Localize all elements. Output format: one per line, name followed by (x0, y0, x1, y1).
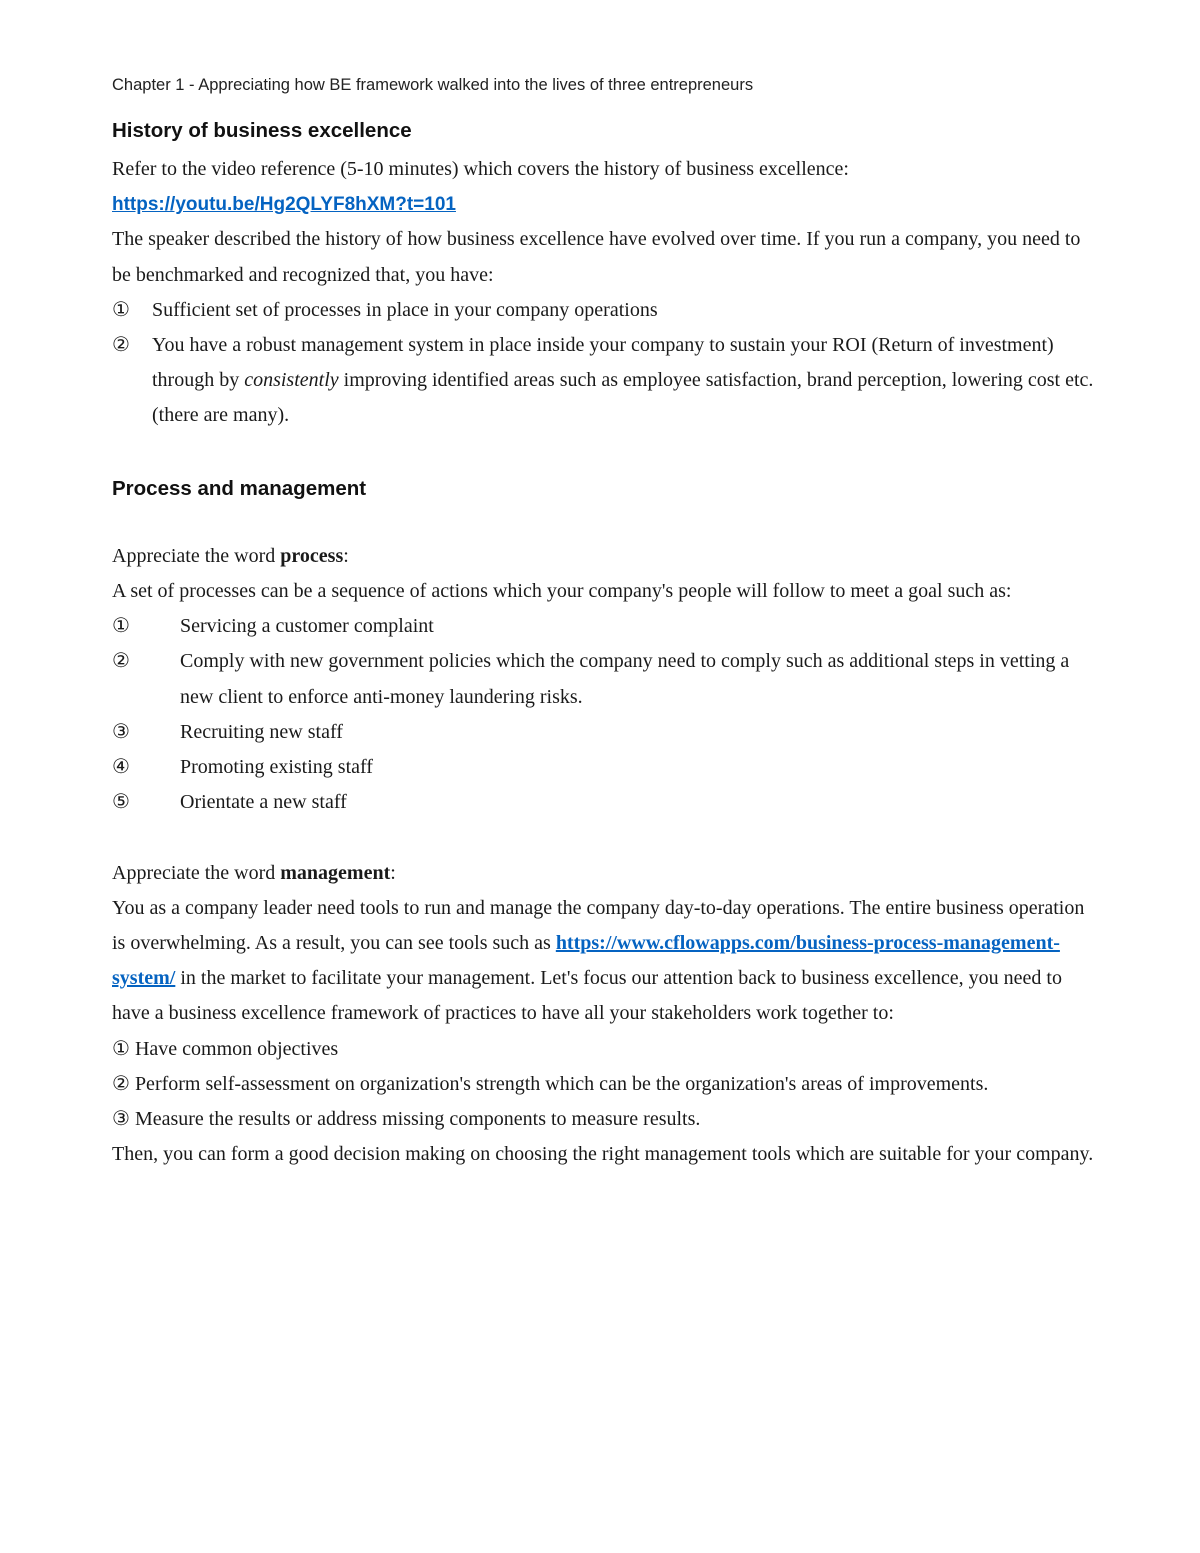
management-text-part: in the market to facilitate your management. Let's focus our attention back to business excellence, you need to have a business excellence framework of practices to have all your stakeholders work together to: (112, 967, 1062, 1025)
process-prefix: Appreciate the word (112, 544, 281, 567)
process-suffix: : (343, 544, 349, 567)
list-item (112, 785, 1097, 820)
list-text: Sufficient set of processes in place in your company operations (152, 298, 658, 321)
history-intro: Refer to the video reference (5-10 minutes) which covers the history of business excellence: (112, 158, 849, 180)
history-paragraph: The speaker described the history of how business excellence have evolved over time. If you run a company, you need to be benchmarked and recognized that, you have: (112, 228, 1081, 286)
list-number: ③ (112, 1108, 130, 1131)
management-suffix: : (390, 861, 396, 884)
management-prefix: Appreciate the word (112, 861, 281, 884)
list-number: ② (112, 334, 130, 357)
process-list (112, 609, 1097, 820)
process-description: A set of processes can be a sequence of actions which your company's people will follow to meet a goal such as: (112, 580, 1012, 603)
emphasis-consistently: consistently (244, 369, 339, 392)
process-intro (112, 539, 1097, 574)
list-item (112, 1102, 1097, 1137)
list-text: Perform self-assessment on organization's strength which can be the organization's areas of improvements. (129, 1072, 989, 1095)
list-number: ① (112, 615, 130, 638)
video-link[interactable]: https://youtu.be/Hg2QLYF8hXM?t=101 (112, 194, 456, 216)
list-text-part: You have a robust management system in place inside your company to sustain your ROI (Return of investment) through by (152, 334, 1054, 392)
closing-paragraph: Then, you can form a good decision making on choosing the right management tools which are suitable for your company. (112, 1143, 1094, 1166)
list-item (112, 293, 1097, 328)
heading-history: History of business excellence (112, 119, 412, 142)
list-item (112, 328, 1097, 434)
list-text: Measure the results or address missing components to measure results. (129, 1108, 701, 1131)
list-number: ⑤ (112, 791, 130, 814)
list-text: Promoting existing staff (180, 756, 373, 779)
document-content (112, 70, 1097, 1172)
list-number: ④ (112, 756, 130, 779)
list-number: ③ (112, 720, 130, 743)
list-text: Orientate a new staff (180, 791, 347, 814)
list-item (112, 1032, 1097, 1067)
list-number: ① (112, 1037, 130, 1060)
management-description (112, 891, 1097, 1032)
cflow-link[interactable]: https://www.cflowapps.com/business-process-management-system/ (112, 932, 1060, 990)
list-number: ② (112, 1072, 130, 1095)
list-item (112, 644, 1097, 714)
list-text: Have common objectives (129, 1037, 339, 1060)
list-item (112, 609, 1097, 644)
video-link-line (112, 187, 1097, 222)
list-text: Comply with new government policies which the company need to comply such as additional steps in vetting a new client to enforce anti-money laundering risks. (180, 650, 1070, 708)
list-item (112, 750, 1097, 785)
management-text-part: You as a company leader need tools to run and manage the company day-to-day operations. The entire business operation is overwhelming. As a result, you can see tools such as (112, 896, 1085, 955)
list-item (112, 1067, 1097, 1102)
heading-process-management: Process and management (112, 476, 367, 500)
chapter-title: Chapter 1 - Appreciating how BE framework walked into the lives of three entrepreneurs (112, 76, 754, 94)
list-text-part: improving identified areas such as employee satisfaction, brand perception, lowering cost etc. (there are many). (152, 369, 1094, 427)
list-text: Servicing a customer complaint (180, 615, 434, 638)
history-list (112, 293, 1097, 434)
list-number: ① (112, 298, 130, 321)
management-intro (112, 856, 1097, 891)
list-text (152, 328, 1097, 434)
list-number: ② (112, 650, 130, 673)
management-word: management (280, 861, 391, 884)
process-word: process (280, 544, 344, 567)
management-list (112, 1032, 1097, 1138)
list-text: Recruiting new staff (180, 720, 343, 743)
list-item (112, 715, 1097, 750)
